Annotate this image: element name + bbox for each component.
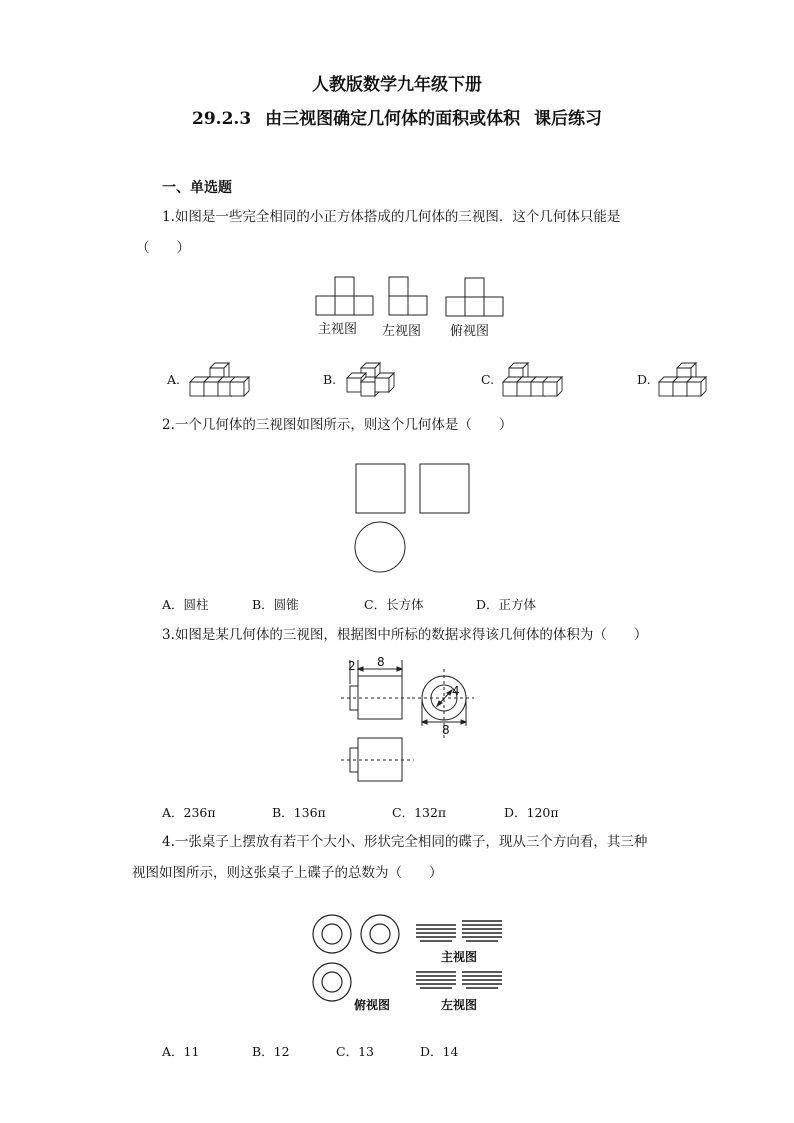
- q2-option-b[interactable]: B．圆锥: [252, 597, 299, 612]
- q3-option-a[interactable]: A．236π: [162, 805, 216, 820]
- section-heading: 一、单选题: [162, 180, 232, 196]
- q3-dim-8-top: 8: [377, 655, 385, 669]
- q4-left-view-stacks: [416, 972, 502, 988]
- q1-left-view-label: 左视图: [382, 324, 422, 339]
- q3-dim-2: 2: [348, 659, 356, 673]
- q3-dim-8-ring: 8: [442, 723, 450, 737]
- q2-option-a[interactable]: A．圆柱: [162, 597, 209, 612]
- q1-option-b-label[interactable]: B.: [323, 372, 337, 387]
- q4-front-view-label: 主视图: [441, 950, 478, 964]
- q1-option-a-label[interactable]: A.: [167, 372, 181, 387]
- q3-option-d[interactable]: D．120π: [504, 805, 559, 820]
- q1-front-view-label: 主视图: [318, 322, 358, 337]
- q4-option-a[interactable]: A．11: [162, 1044, 200, 1059]
- q3-option-c[interactable]: C．132π: [392, 805, 447, 820]
- q3-option-b[interactable]: B．136π: [272, 805, 326, 820]
- q4-top-view-label: 俯视图: [354, 998, 391, 1012]
- q2-option-c[interactable]: C．长方体: [364, 597, 424, 612]
- q1-stem-line1: 1.如图是一些完全相同的小正方体搭成的几何体的三视图．这个几何体只能是: [162, 209, 621, 225]
- q3-dim-4: 4: [452, 684, 460, 698]
- q1-option-d-label[interactable]: D.: [637, 372, 651, 387]
- document-title: 人教版数学九年级下册: [312, 75, 482, 95]
- q4-stem-line1: 4.一张桌子上摆放有若干个大小、形状完全相同的碟子，现从三个方向看，其三种: [162, 834, 648, 850]
- q4-left-view-label: 左视图: [441, 998, 478, 1012]
- q2-stem: 2.一个几何体的三视图如图所示，则这个几何体是（ ）: [162, 417, 513, 433]
- q4-front-view-stacks: [416, 921, 502, 941]
- document-subtitle: 29.2.3 由三视图确定几何体的面积或体积 课后练习: [192, 109, 602, 129]
- q1-top-view-label: 俯视图: [450, 324, 490, 339]
- q2-option-d[interactable]: D．正方体: [476, 597, 537, 612]
- q1-stem-line2: （ ）: [136, 240, 190, 256]
- q4-option-b[interactable]: B．12: [252, 1044, 290, 1059]
- q4-stem-line2: 视图如图所示，则这张桌子上碟子的总数为（ ）: [132, 865, 443, 881]
- q4-option-d[interactable]: D．14: [420, 1044, 459, 1059]
- q1-option-c-label[interactable]: C.: [481, 372, 495, 387]
- q4-option-c[interactable]: C．13: [336, 1044, 374, 1059]
- q3-stem: 3.如图是某几何体的三视图，根据图中所标的数据求得该几何体的体积为（ ）: [162, 627, 648, 643]
